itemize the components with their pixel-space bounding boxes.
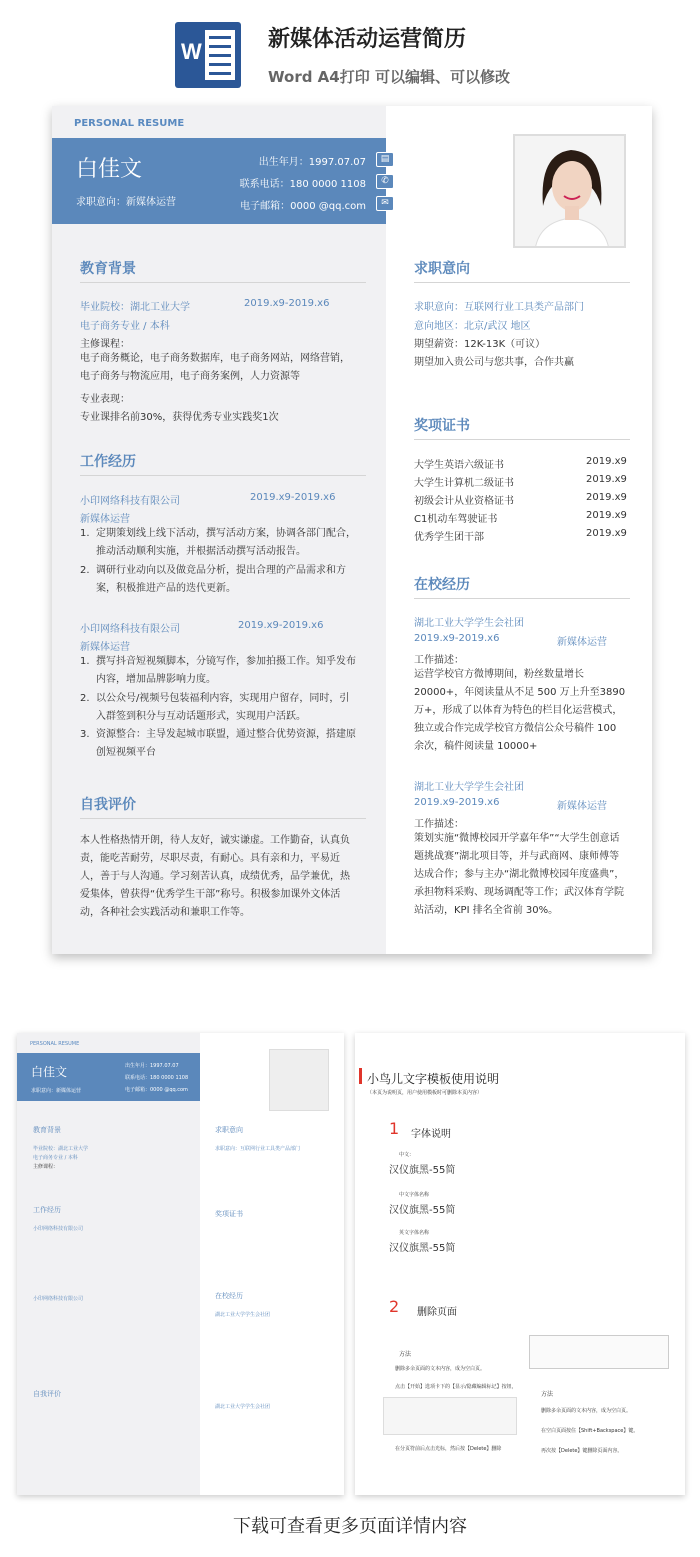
guide-step: 删除多余页面的文本内容，成为空白页。 — [541, 1408, 632, 1414]
guide-step: 再次按【Delete】键删除页面内容。 — [541, 1448, 623, 1454]
self-title: 自我评价 — [80, 797, 136, 813]
thumb-label: PERSONAL RESUME — [30, 1041, 80, 1047]
job-intent: 求职意向：新媒体运营 — [76, 197, 176, 208]
mail-icon: ✉ — [376, 196, 394, 211]
job-date: 2019.x9-2019.x6 — [250, 492, 336, 503]
award-date: 2019.x9 — [586, 528, 627, 539]
font-sample: 汉仪旗黑-55简 — [389, 1165, 456, 1176]
job-role: 新媒体运营 — [80, 514, 130, 525]
award-name: 大学生计算机二级证书 — [414, 478, 514, 489]
thumb-text: 小印网络科技有限公司 — [33, 1296, 84, 1302]
thumb-text: 求职意向：互联网行业工具类产品部门 — [215, 1146, 301, 1152]
awards-title: 奖项证书 — [414, 418, 470, 434]
guide-text: 英文字体名称 — [399, 1230, 430, 1236]
guide-heading: 删除页面 — [417, 1307, 457, 1318]
thumb-edu-title: 教育背景 — [33, 1126, 61, 1134]
thumb-text: 小印网络科技有限公司 — [33, 1226, 84, 1232]
perf-text: 专业课排名前30%，获得优秀专业实践奖1次 — [80, 412, 279, 423]
guide-text: 方法 — [541, 1391, 554, 1398]
award-date: 2019.x9 — [586, 492, 627, 503]
self-text: 本人性格热情开朗，待人友好，诚实谦虚。工作勤奋，认真负责，能吃苦耐劳，尽职尽责，有耐心。具有亲和力，平易近人，善于与人沟通。学习刻苦认真，成绩优秀，品学兼优，热爱集体，曾获得“优秀学生干部”称号。积极参加课外文体活动，各种社会实践活动和兼职工作等。 — [80, 835, 350, 918]
edu-title: 教育背景 — [80, 261, 136, 277]
personal-resume-label: PERSONAL RESUME — [74, 118, 185, 129]
thumb-phone: 联系电话：180 0000 1108 — [125, 1075, 189, 1081]
job-company: 小印网络科技有限公司 — [80, 624, 180, 635]
award-name: 初级会计从业资格证书 — [414, 496, 514, 507]
campus-desc-label: 工作描述： — [414, 819, 464, 830]
guide-step: 在空白页面按住【Shift+Backspace】键。 — [541, 1428, 639, 1434]
campus-desc-label: 工作描述： — [414, 655, 464, 666]
word-icon-letter: W — [181, 39, 202, 64]
candidate-name: 白佳文 — [76, 157, 143, 182]
thumb-email: 电子邮箱：0000 @qq.com — [125, 1087, 188, 1093]
divider — [414, 439, 630, 440]
resume-thumbnail — [17, 1033, 344, 1495]
edu-school: 毕业院校：湖北工业大学 — [80, 302, 190, 313]
guide-note: （本页为说明页，用户使用模板时可删除本页内容） — [367, 1090, 483, 1096]
campus-date: 2019.x9-2019.x6 — [414, 633, 500, 644]
guide-text: 中文字体名称 — [399, 1192, 430, 1198]
font-sample: 汉仪旗黑-55简 — [389, 1243, 456, 1254]
perf-label: 专业表现： — [80, 394, 130, 405]
guide-num: 2 — [389, 1297, 400, 1316]
guide-step: 点击【开始】选项卡下的【显示/隐藏编辑标记】按钮， — [395, 1384, 517, 1390]
divider — [414, 282, 630, 283]
name-bar — [52, 138, 386, 224]
thumb-campus-title: 在校经历 — [215, 1292, 243, 1300]
campus-org: 湖北工业大学学生会社团 — [414, 782, 524, 793]
award-name: 大学生英语六级证书 — [414, 460, 504, 471]
campus-desc: 运营学校官方微博期间，粉丝数量增长20000+，年阅读量从不足 500 万上升至3890 万+，形成了以体育为特色的栏目化运营模式，独立或合作完成学校官方微信公众号稿件 100 余次，稿件阅读量 10000+ — [414, 669, 626, 752]
divider — [80, 818, 366, 819]
page-header — [0, 0, 700, 100]
id-card-icon: ▤ — [376, 152, 394, 167]
job-role: 新媒体运营 — [80, 642, 130, 653]
courses-label: 主修课程： — [80, 339, 130, 350]
divider — [80, 282, 366, 283]
thumb-text: 湖北工业大学学生会社团 — [215, 1312, 271, 1318]
list-item: 2. 调研行业动向以及做竞品分析，提出合理的产品需求和方案，积极推进产品的迭代更新。 — [80, 565, 346, 594]
list-item: 3. 资源整合：主导发起城市联盟，通过整合优势资源，搭建原创短视频平台 — [80, 729, 356, 758]
footer-caption: 下载可查看更多页面详情内容 — [233, 1516, 467, 1537]
profile-photo — [513, 134, 626, 248]
award-date: 2019.x9 — [586, 474, 627, 485]
thumb-text: 毕业院校：湖北工业大学 — [33, 1146, 89, 1152]
guide-step: 删除多余页面的文本内容，成为空白页。 — [395, 1366, 486, 1372]
resume-page — [52, 106, 652, 954]
edu-major: 电子商务专业 / 本科 — [80, 321, 170, 332]
font-sample: 汉仪旗黑-55简 — [389, 1205, 456, 1216]
guide-thumbnail — [355, 1033, 685, 1495]
intent-area: 意向地区：北京/武汉 地区 — [414, 321, 531, 332]
thumb-intent: 求职意向：新媒体运营 — [31, 1088, 82, 1094]
divider — [414, 598, 630, 599]
phone-icon: ✆ — [376, 174, 394, 189]
campus-desc: 策划实施“微博校园开学嘉年华”“大学生创意话题挑战赛”湖北项目等，并与武商网、康师傅等达成合作；参与主办“湖北微博校园年度盛典”，承担物料采购、现场调配等工作；武汉体育学院站活动，KPI 排名全省前 30%。 — [414, 833, 625, 916]
campus-role: 新媒体运营 — [557, 637, 607, 648]
guide-step: 在分页符前后点击光标，然后按【Delete】删除 — [395, 1446, 502, 1452]
award-name: C1机动车驾驶证书 — [414, 514, 498, 525]
courses-text: 电子商务概论，电子商务数据库，电子商务网站，网络营销，电子商务与物流应用，电子商务案例，人力资源等 — [80, 353, 350, 382]
campus-role: 新媒体运营 — [557, 801, 607, 812]
thumb-birth: 出生年月：1997.07.07 — [125, 1063, 179, 1069]
intent-title: 求职意向 — [414, 261, 470, 277]
guide-num: 1 — [389, 1119, 400, 1138]
campus-title: 在校经历 — [414, 577, 470, 593]
thumb-text: 主修课程： — [33, 1164, 59, 1170]
award-date: 2019.x9 — [586, 510, 627, 521]
header-subtitle: Word A4打印 可以编辑、可以修改 — [268, 68, 510, 86]
guide-text: 中文： — [399, 1152, 415, 1158]
list-item: 2. 以公众号/视频号包装福利内容，实现用户留存，同时，引入群签到积分与互动话题形式，实现用户活跃。 — [80, 693, 350, 722]
phone: 联系电话：180 0000 1108 — [239, 179, 366, 190]
award-date: 2019.x9 — [586, 456, 627, 467]
header-title: 新媒体活动运营简历 — [268, 27, 467, 52]
edu-date: 2019.x9-2019.x6 — [244, 298, 330, 309]
campus-org: 湖北工业大学学生会社团 — [414, 618, 524, 629]
job-company: 小印网络科技有限公司 — [80, 496, 180, 507]
campus-date: 2019.x9-2019.x6 — [414, 797, 500, 808]
birth-date: 出生年月：1997.07.07 — [258, 157, 366, 168]
intent-line: 求职意向：互联网行业工具类产品部门 — [414, 302, 584, 313]
thumb-work-title: 工作经历 — [33, 1206, 61, 1214]
thumb-text: 湖北工业大学学生会社团 — [215, 1404, 271, 1410]
divider — [80, 475, 366, 476]
thumb-intent-title: 求职意向 — [215, 1126, 243, 1134]
thumb-awards-title: 奖项证书 — [215, 1210, 243, 1218]
intent-note: 期望加入贵公司与您共事，合作共赢 — [414, 357, 574, 368]
thumb-text: 电子商务专业 / 本科 — [33, 1155, 78, 1161]
email: 电子邮箱：0000 @qq.com — [240, 201, 366, 212]
word-icon — [175, 22, 241, 88]
thumb-name: 白佳文 — [31, 1065, 68, 1079]
list-item: 1. 撰写抖音短视频脚本，分镜写作，参加拍摄工作。知乎发布内容，增加品牌影响力度。 — [80, 656, 356, 685]
work-title: 工作经历 — [80, 454, 136, 470]
award-name: 优秀学生团干部 — [414, 532, 484, 543]
guide-title: 小鸟儿文字模板使用说明 — [367, 1072, 500, 1086]
thumb-self-title: 自我评价 — [33, 1390, 61, 1398]
guide-heading: 字体说明 — [411, 1129, 451, 1140]
guide-text: 方法 — [399, 1351, 412, 1358]
job-date: 2019.x9-2019.x6 — [238, 620, 324, 631]
intent-salary: 期望薪资：12K-13K（可议） — [414, 339, 546, 350]
list-item: 1. 定期策划线上线下活动，撰写活动方案，协调各部门配合，推动活动顺利实施，并根据活动撰写活动报告。 — [80, 528, 356, 557]
